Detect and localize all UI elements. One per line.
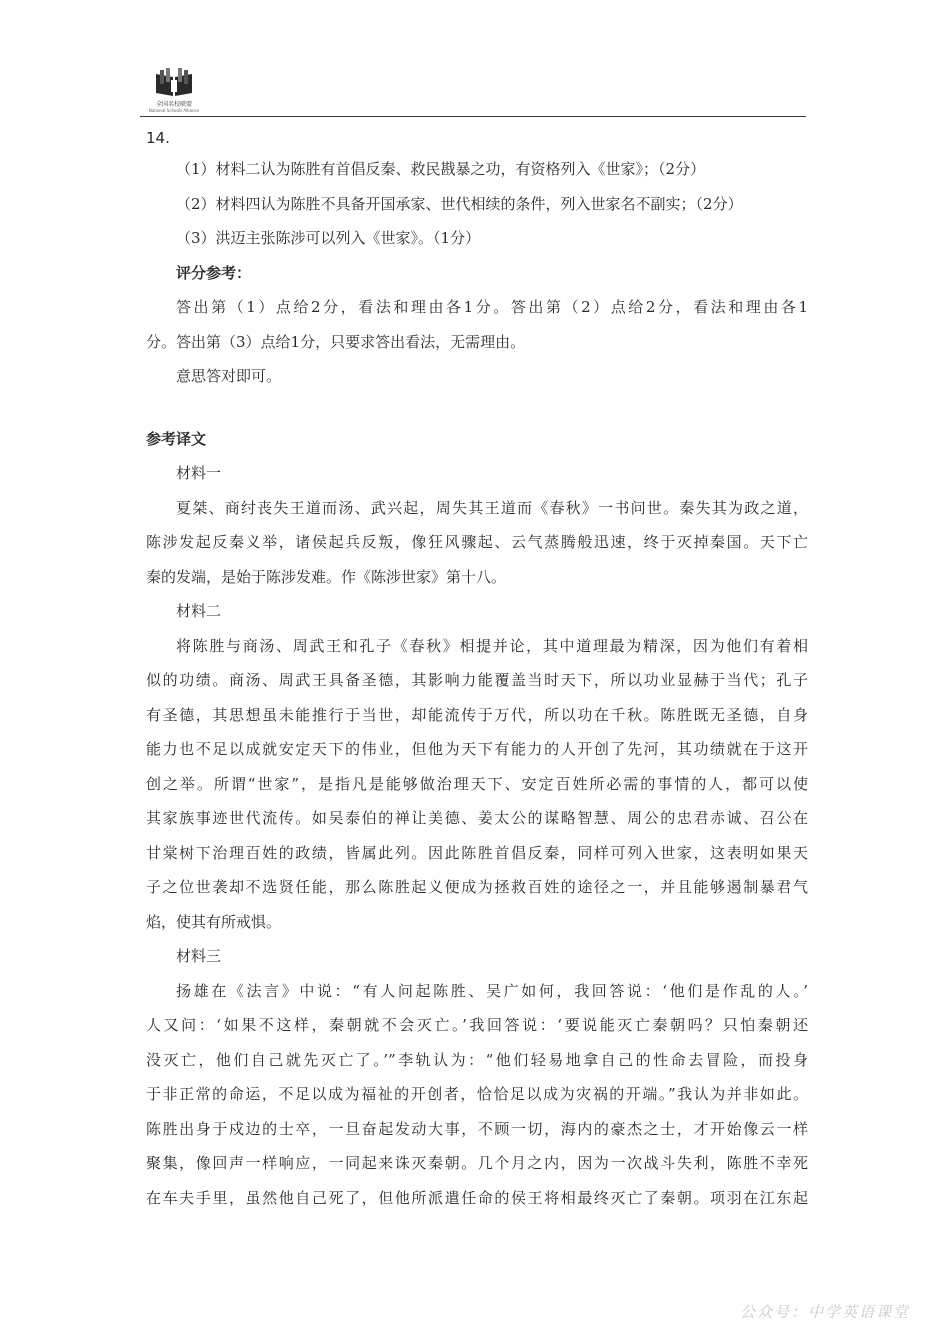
answer-item: （3）洪迈主张陈涉可以列入《世家》。（1分） [176, 229, 481, 247]
paragraph-line: 人又问：‘如果不这样，秦朝就不会灭亡。’我回答说：‘要说能灭亡秦朝吗？只怕秦朝还 [146, 1016, 808, 1034]
scoring-line: 分。答出第（3）点给1分，只要求答出看法，无需理由。 [146, 332, 526, 351]
paragraph-line: 陈胜出身于戍边的士卒，一旦奋起发动大事，不顾一切，海内的豪杰之士，才开始像云一样 [146, 1119, 808, 1138]
book-logo-icon [154, 68, 194, 98]
scoring-title: 评分参考： [176, 263, 252, 282]
paragraph-line: 在车夫手里，虽然他自己死了，但他所派遣任命的侯王将相最终灭亡了秦朝。项羽在江东起 [146, 1188, 808, 1207]
material-heading: 材料二 [176, 602, 222, 620]
paragraph-line: 没灭亡，他们自己就先灭亡了。’”李轨认为：“他们轻易地拿自己的性命去冒险，而投身 [146, 1050, 808, 1069]
translation-title: 参考译文 [146, 429, 207, 448]
paragraph-line: 于非正常的命运，不足以成为福祉的开创者，恰恰足以成为灾祸的开端。”我认为并非如此。 [146, 1085, 808, 1103]
paragraph-line: 有圣德，其思想虽未能推行于当世，却能流传于万代，所以功在千秋。陈胜既无圣德，自身 [146, 705, 808, 724]
paragraph-line: 夏桀、商纣丧失王道而汤、武兴起，周失其王道而《春秋》一书问世。秦失其为政之道， [176, 498, 808, 517]
answer-item: （2）材料四认为陈胜不具备开国承家、世代相续的条件，列入世家名不副实；（2分） [176, 194, 743, 213]
page-header [140, 66, 806, 117]
logo-english-text: National Schools Alliance [148, 108, 200, 113]
watermark-text: 公众号：中学英语课堂 [739, 1303, 910, 1321]
paragraph-line: 创之举。所谓“世家”，是指凡是能够做治理天下、安定百姓所必需的事情的人，都可以使 [146, 774, 808, 793]
paragraph-line: 扬雄在《法言》中说：“有人问起陈胜、吴广如何，我回答说：‘他们是作乱的人。’ [176, 981, 808, 1000]
document-body [146, 124, 808, 1215]
alliance-logo [144, 68, 204, 114]
answer-item: （1）材料二认为陈胜有首倡反秦、救民戡暴之功，有资格列入《世家》；（2分） [176, 160, 706, 178]
paragraph-line: 能力也不足以成就安定天下的伟业，但他为天下有能力的人开创了先河，其功绩就在于这开 [146, 740, 808, 758]
paragraph-line: 其家族事迹世代流传。如吴泰伯的禅让美德、姜太公的谋略智慧、周公的忠君赤诚、召公在 [146, 809, 808, 827]
logo-chinese-text: 全国名校联盟 [155, 101, 192, 108]
material-heading: 材料三 [176, 947, 222, 965]
paragraph-line: 陈涉发起反秦义举，诸侯起兵反叛，像狂风骤起、云气蒸腾般迅速，终于灭掉秦国。天下亡 [146, 533, 808, 551]
paragraph-line: 焰，使其有所戒惧。 [146, 912, 282, 931]
paragraph-line: 似的功绩。商汤、周武王具备圣德，其影响力能覆盖当时天下，所以功业显赫于当代；孔子 [146, 671, 808, 689]
paragraph-line: 将陈胜与商汤、周武王和孔子《春秋》相提并论，其中道理最为精深，因为他们有着相 [176, 636, 808, 655]
material-heading: 材料一 [176, 464, 222, 482]
paragraph-line: 聚集，像回声一样响应，一同起来诛灭秦朝。几个月之内，因为一次战斗失利，陈胜不幸死 [146, 1154, 808, 1172]
paragraph-line: 秦的发端，是始于陈涉发难。作《陈涉世家》第十八。 [146, 567, 507, 586]
scoring-line: 答出第（1）点给2分，看法和理由各1分。答出第（2）点给2分，看法和理由各1 [176, 298, 808, 316]
question-number: 14. [146, 129, 170, 147]
scoring-note: 意思答对即可。 [176, 367, 282, 385]
paragraph-line: 子之位世袭却不选贤任能，那么陈胜起义便成为拯救百姓的途径之一，并且能够遏制暴君气 [146, 878, 808, 896]
paragraph-line: 甘棠树下治理百姓的政绩，皆属此列。因此陈胜首倡反秦，同样可列入世家，这表明如果天 [146, 843, 808, 862]
